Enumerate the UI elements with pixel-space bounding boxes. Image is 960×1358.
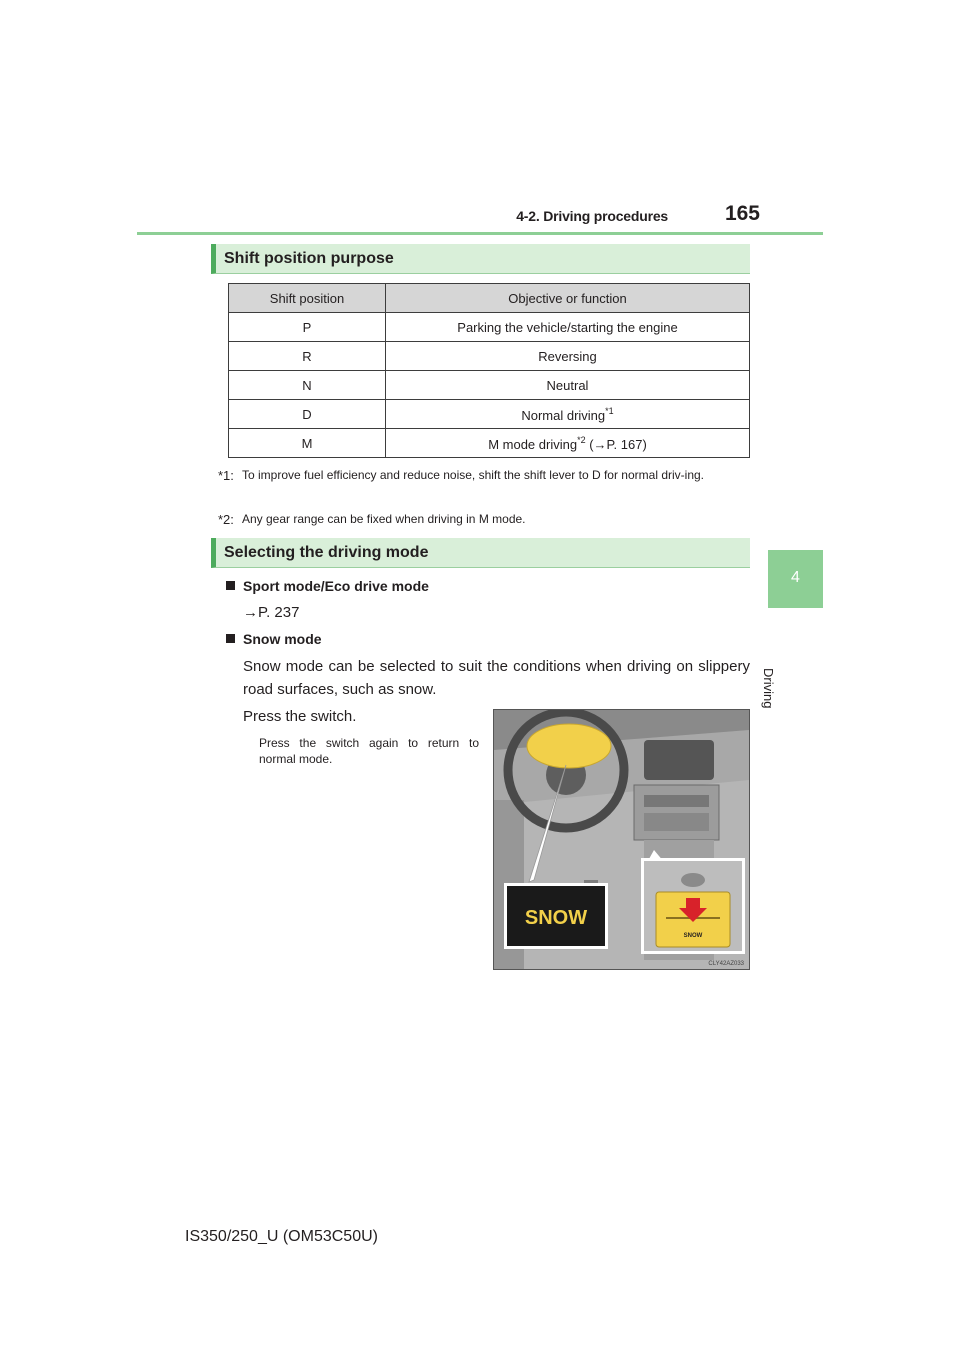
function-text: Neutral bbox=[546, 377, 589, 393]
section-heading-shift bbox=[211, 244, 750, 274]
snow-button-label: SNOW bbox=[683, 933, 703, 939]
section-heading-mode bbox=[211, 538, 750, 568]
table-row bbox=[229, 429, 750, 458]
table-row bbox=[229, 342, 750, 371]
chapter-number: 4 bbox=[791, 569, 800, 586]
footnote-ref: *1 bbox=[605, 405, 614, 416]
table-cell-function bbox=[386, 400, 750, 429]
section-heading-shift-text: Shift position purpose bbox=[224, 250, 394, 267]
table-cell-position: R bbox=[229, 342, 386, 371]
function-text: Parking the vehicle/starting the engine bbox=[457, 319, 678, 335]
footnote-ref: *2 bbox=[577, 434, 586, 445]
table-cell-function bbox=[386, 313, 750, 342]
sport-page-reference: →P. 237 bbox=[243, 604, 300, 621]
snow-description: Snow mode can be selected to suit the conditions when driving on slippery road surfaces, such as snow. bbox=[243, 658, 750, 698]
model-code: IS350/250_U (OM53C50U) bbox=[185, 1228, 378, 1245]
header-rule bbox=[137, 232, 823, 235]
subheading-sport bbox=[226, 578, 429, 594]
table-cell-position: N bbox=[229, 371, 386, 400]
function-text: Normal driving bbox=[521, 407, 606, 423]
subheading-sport-text: Sport mode/Eco drive mode bbox=[243, 578, 429, 594]
table-header-position: Shift position bbox=[229, 284, 386, 313]
snow-switch-illustration bbox=[493, 709, 750, 970]
subheading-snow-text: Snow mode bbox=[243, 631, 322, 647]
table-row bbox=[229, 313, 750, 342]
snow-display-text: SNOW bbox=[524, 907, 588, 929]
section-heading-mode-text: Selecting the driving mode bbox=[224, 544, 429, 561]
table-cell-function bbox=[386, 342, 750, 371]
footnote-mark: *1: bbox=[218, 468, 234, 483]
table-cell-function bbox=[386, 371, 750, 400]
footnote-1 bbox=[218, 466, 750, 485]
shift-position-table bbox=[228, 283, 750, 458]
section-title: 4-2. Driving procedures bbox=[516, 208, 668, 224]
figure-code: CLY42AZ033 bbox=[708, 961, 744, 967]
page-reference: (→P. 167) bbox=[585, 436, 647, 452]
bullet-square-icon bbox=[226, 581, 235, 590]
table-cell-position: P bbox=[229, 313, 386, 342]
footnote-text: Any gear range can be fixed when driving in M mode. bbox=[242, 512, 526, 526]
return-note: Press the switch again to return to normal mode. bbox=[259, 736, 479, 766]
function-text: M mode driving bbox=[488, 436, 578, 452]
table-row bbox=[229, 371, 750, 400]
footnote-mark: *2: bbox=[218, 512, 234, 527]
bullet-square-icon bbox=[226, 634, 235, 643]
footnote-text: To improve fuel efficiency and reduce noise, shift the shift lever to D for normal driv-ing. bbox=[242, 468, 704, 482]
function-text: Reversing bbox=[538, 348, 597, 364]
table-cell-position: M bbox=[229, 429, 386, 458]
table-cell-function bbox=[386, 429, 750, 458]
table-row bbox=[229, 400, 750, 429]
press-instruction: Press the switch. bbox=[243, 708, 357, 725]
subheading-snow bbox=[226, 631, 322, 647]
footnote-2 bbox=[218, 510, 750, 529]
table-header-row bbox=[229, 284, 750, 313]
chapter-label-text: Driving bbox=[761, 668, 776, 709]
page-number: 165 bbox=[724, 202, 760, 225]
table-header-function: Objective or function bbox=[386, 284, 750, 313]
chapter-label bbox=[761, 620, 790, 709]
table-cell-position: D bbox=[229, 400, 386, 429]
